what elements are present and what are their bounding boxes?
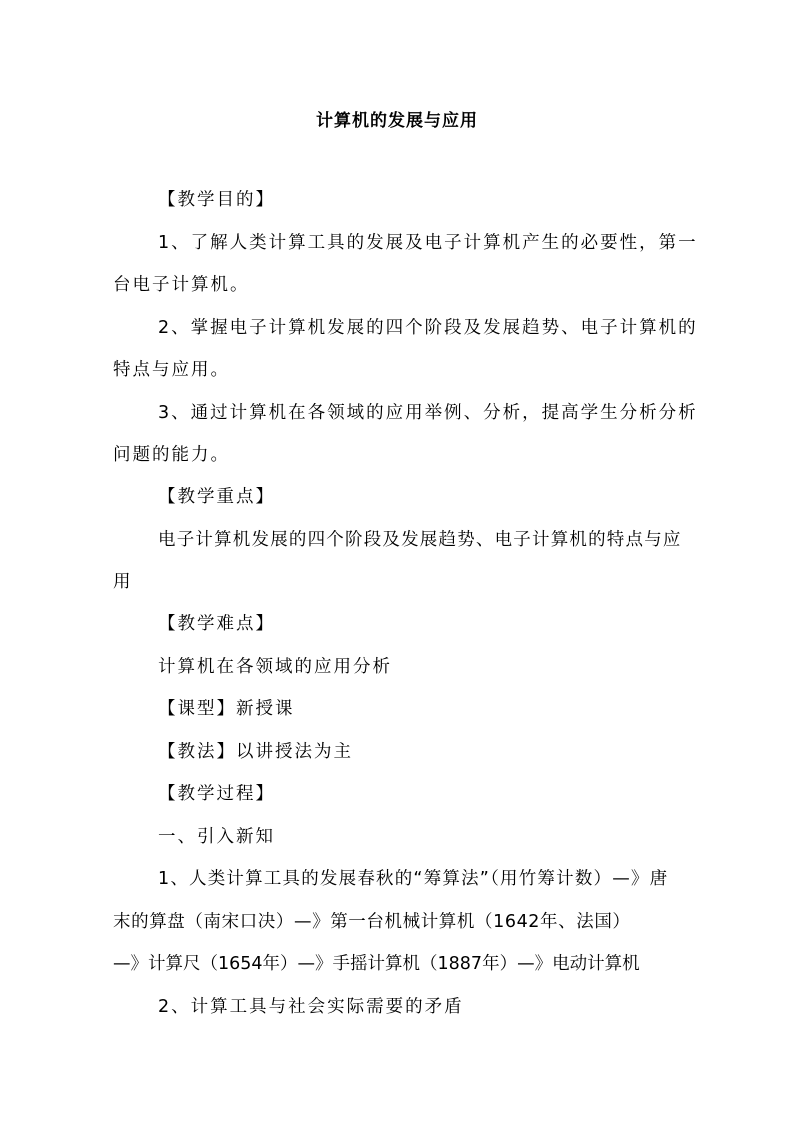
- paragraph-line: 2、计算工具与社会实际需要的矛盾: [158, 997, 464, 1017]
- section-heading-teaching-method: 【教法】以讲授法为主: [158, 742, 353, 762]
- section-heading-lesson-type: 【课型】新授课: [158, 699, 295, 719]
- paragraph-line: 3、通过计算机在各领域的应用举例、分析，提高学生分析分析: [158, 403, 698, 423]
- paragraph-line: 特点与应用。: [113, 360, 230, 380]
- paragraph-line: 计算机在各领域的应用分析: [158, 657, 392, 677]
- paragraph-line: 台电子计算机。: [113, 275, 250, 295]
- paragraph-line: 1、人类计算工具的发展春秋的“筹算法”（用竹筹计数）—》唐: [158, 869, 669, 889]
- section-heading-teaching-process: 【教学过程】: [158, 784, 275, 804]
- paragraph-line: 问题的能力。: [113, 445, 230, 465]
- paragraph-line: 电子计算机发展的四个阶段及发展趋势、电子计算机的特点与应: [158, 530, 682, 550]
- paragraph-line: 用: [113, 572, 133, 592]
- subsection-heading: 一、引入新知: [158, 827, 275, 847]
- paragraph-line: 2、掌握电子计算机发展的四个阶段及发展趋势、电子计算机的: [158, 318, 698, 338]
- section-heading-key-points: 【教学重点】: [158, 487, 275, 507]
- paragraph-line: 1、了解人类计算工具的发展及电子计算机产生的必要性，第一: [158, 233, 698, 253]
- paragraph-line: 末的算盘（南宋口决）—》第一台机械计算机（1642年、法国）: [113, 912, 631, 932]
- section-heading-difficult-points: 【教学难点】: [158, 614, 275, 634]
- section-heading-teaching-goals: 【教学目的】: [158, 190, 275, 210]
- document-title: 计算机的发展与应用: [316, 111, 478, 131]
- paragraph-line: —》计算尺（1654年）—》手摇计算机（1887年）—》电动计算机: [113, 954, 640, 974]
